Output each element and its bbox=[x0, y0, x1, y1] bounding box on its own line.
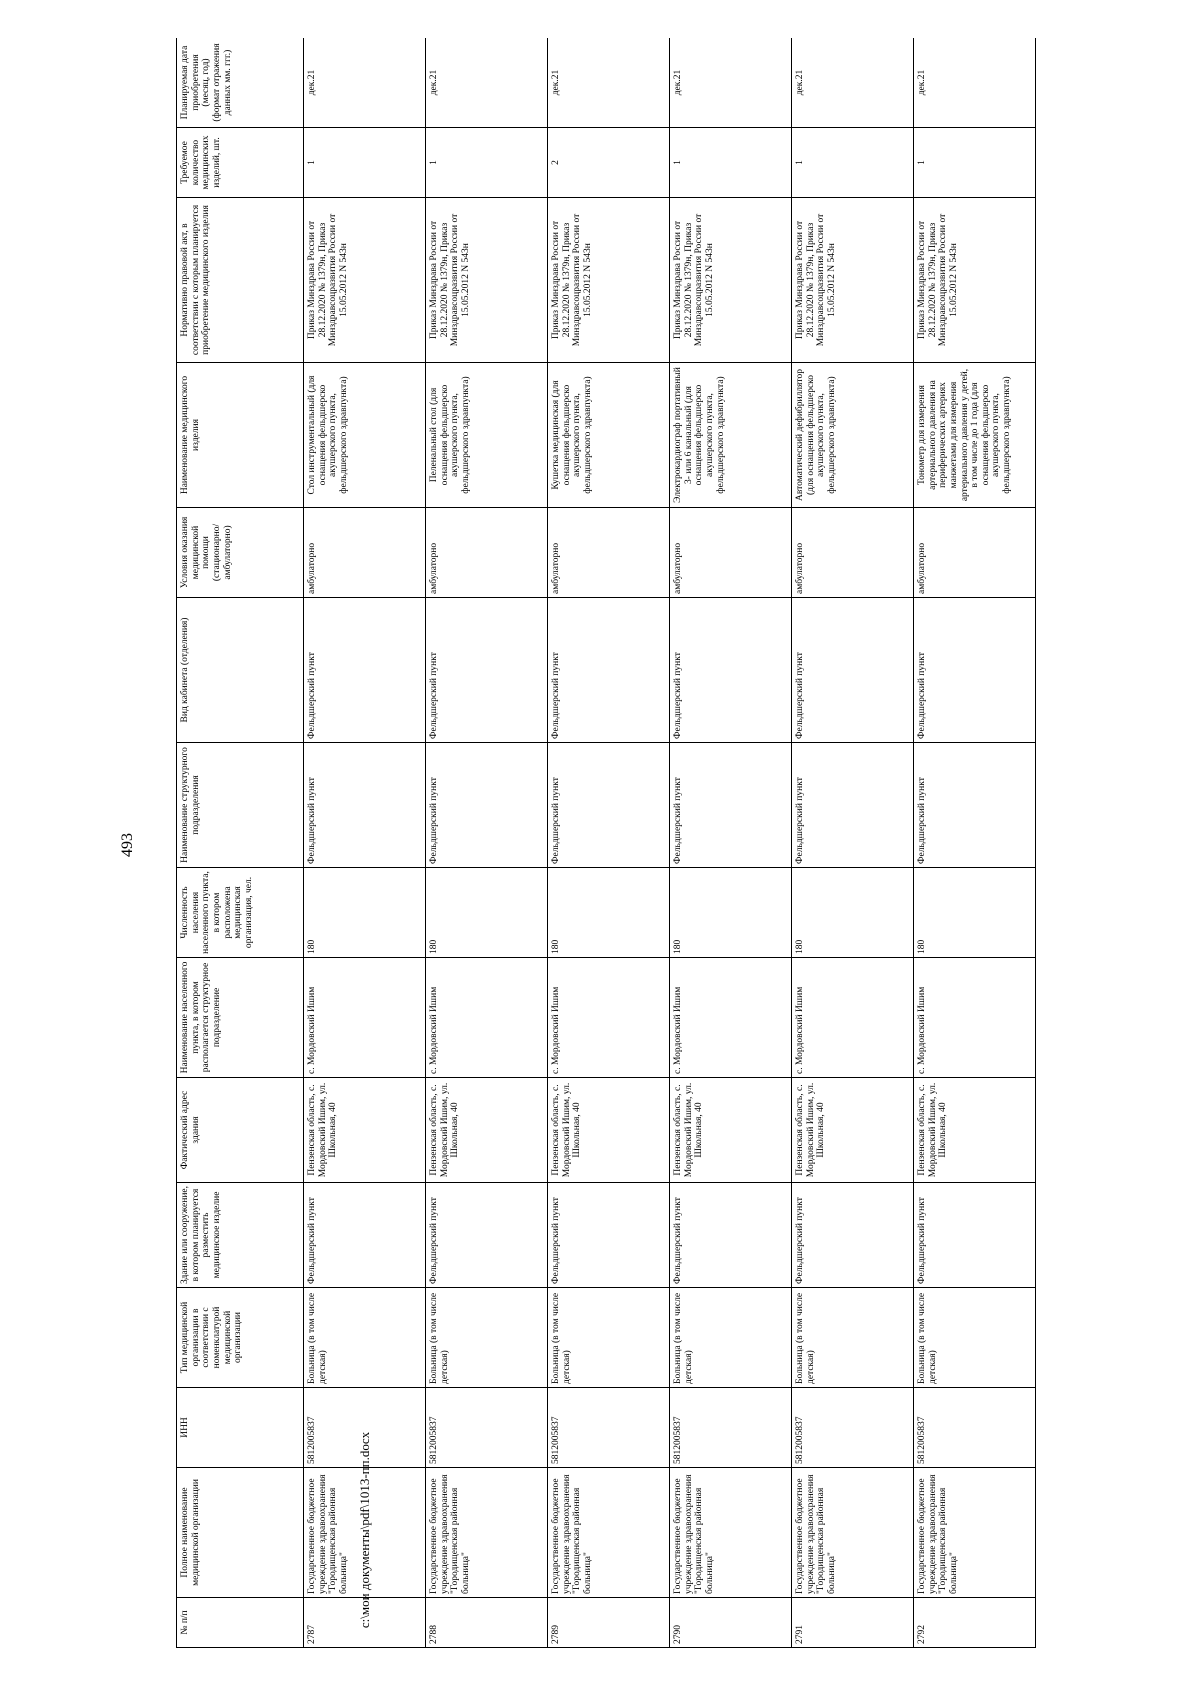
population-cell: 180 bbox=[304, 868, 426, 958]
table-row bbox=[914, 38, 1036, 1648]
legal-act-cell: Приказ Минздрава России от 28.12.2020 № 1379н, Приказ Минздравсоцразвития России от 15.05.2012 N 543н bbox=[914, 198, 1036, 363]
device-cell: Тонометр для измерения артериального давления на периферических артериях манжетами для измерения артериального давления у детей, в том числе до 1 года (для оснащения фельдшерско акушерского пункта, фельдшерского здравпункта) bbox=[914, 363, 1036, 508]
building-cell: Фельдшерский пункт bbox=[548, 1183, 670, 1288]
page-number: 493 bbox=[119, 833, 136, 857]
legal-act-cell: Приказ Минздрава России от 28.12.2020 № 1379н, Приказ Минздравсоцразвития России от 15.05.2012 N 543н bbox=[548, 198, 670, 363]
header-cell: ИНН bbox=[177, 1388, 304, 1468]
population-cell: 180 bbox=[670, 868, 792, 958]
inn-cell: 5812005837 bbox=[304, 1388, 426, 1468]
header-cell: № п/п bbox=[177, 1598, 304, 1648]
settlement-cell: с. Мордовский Ишим bbox=[792, 958, 914, 1078]
row-number-cell: 2790 bbox=[670, 1598, 792, 1648]
settlement-cell: с. Мордовский Ишим bbox=[914, 958, 1036, 1078]
inn-cell: 5812005837 bbox=[548, 1388, 670, 1468]
device-cell: Автоматический дефибриллятор (для оснащения фельдшерско акушерского пункта, фельдшерского здравпункта) bbox=[792, 363, 914, 508]
inn-cell: 5812005837 bbox=[792, 1388, 914, 1468]
date-cell: дек.21 bbox=[792, 38, 914, 128]
organization-cell: Государственное бюджетное учреждение здравоохранения "Городищенская районная больница" bbox=[914, 1468, 1036, 1598]
date-cell: дек.21 bbox=[914, 38, 1036, 128]
population-cell: 180 bbox=[426, 868, 548, 958]
cabinet-cell: Фельдшерский пункт bbox=[426, 598, 548, 743]
legal-act-cell: Приказ Минздрава России от 28.12.2020 № 1379н, Приказ Минздравсоцразвития России от 15.05.2012 N 543н bbox=[792, 198, 914, 363]
row-number-cell: 2787 bbox=[304, 1598, 426, 1648]
inn-cell: 5812005837 bbox=[426, 1388, 548, 1468]
table-row bbox=[426, 38, 548, 1648]
cabinet-cell: Фельдшерский пункт bbox=[914, 598, 1036, 743]
header-cell: Требуемое количество медицинских изделий, шт. bbox=[177, 128, 304, 198]
legal-act-cell: Приказ Минздрава России от 28.12.2020 № 1379н, Приказ Минздравсоцразвития России от 15.05.2012 N 543н bbox=[304, 198, 426, 363]
inn-cell: 5812005837 bbox=[914, 1388, 1036, 1468]
table-row bbox=[548, 38, 670, 1648]
unit-cell: Фельдшерский пункт bbox=[548, 743, 670, 868]
device-cell: Кушетка медицинская (для оснащения фельдшерско акушерского пункта, фельдшерского здравпункта) bbox=[548, 363, 670, 508]
cabinet-cell: Фельдшерский пункт bbox=[304, 598, 426, 743]
address-cell: Пензенская область, с. Мордовский Ишим, ул. Школьная, 40 bbox=[548, 1078, 670, 1183]
address-cell: Пензенская область, с. Мордовский Ишим, ул. Школьная, 40 bbox=[304, 1078, 426, 1183]
conditions-cell: амбулаторно bbox=[426, 508, 548, 598]
header-cell: Наименование населенного пункта, в котором располагается структурное подразделение bbox=[177, 958, 304, 1078]
organization-cell: Государственное бюджетное учреждение здравоохранения "Городищенская районная больница" bbox=[670, 1468, 792, 1598]
header-cell: Планируемая дата приобретения (месяц, год) (формат отражения данных мм. ггг.) bbox=[177, 38, 304, 128]
header-cell: Здание или сооружение, в котором планируется разместить медицинское изделие bbox=[177, 1183, 304, 1288]
building-cell: Фельдшерский пункт bbox=[670, 1183, 792, 1288]
settlement-cell: с. Мордовский Ишим bbox=[670, 958, 792, 1078]
org-type-cell: Больница (в том числе детская) bbox=[426, 1288, 548, 1388]
conditions-cell: амбулаторно bbox=[670, 508, 792, 598]
date-cell: дек.21 bbox=[670, 38, 792, 128]
building-cell: Фельдшерский пункт bbox=[304, 1183, 426, 1288]
inn-cell: 5812005837 bbox=[670, 1388, 792, 1468]
unit-cell: Фельдшерский пункт bbox=[914, 743, 1036, 868]
conditions-cell: амбулаторно bbox=[914, 508, 1036, 598]
quantity-cell: 1 bbox=[792, 128, 914, 198]
header-cell: Нормативно правовой акт, в соответствии с которым планируется приобретение медицинского изделия bbox=[177, 198, 304, 363]
building-cell: Фельдшерский пункт bbox=[426, 1183, 548, 1288]
organization-cell: Государственное бюджетное учреждение здравоохранения "Городищенская районная больница" bbox=[548, 1468, 670, 1598]
equipment-table bbox=[176, 38, 1036, 1648]
conditions-cell: амбулаторно bbox=[548, 508, 670, 598]
org-type-cell: Больница (в том числе детская) bbox=[792, 1288, 914, 1388]
date-cell: дек.21 bbox=[426, 38, 548, 128]
org-type-cell: Больница (в том числе детская) bbox=[914, 1288, 1036, 1388]
quantity-cell: 1 bbox=[426, 128, 548, 198]
address-cell: Пензенская область, с. Мордовский Ишим, ул. Школьная, 40 bbox=[792, 1078, 914, 1183]
cabinet-cell: Фельдшерский пункт bbox=[670, 598, 792, 743]
settlement-cell: с. Мордовский Ишим bbox=[548, 958, 670, 1078]
conditions-cell: амбулаторно bbox=[304, 508, 426, 598]
table-row bbox=[304, 38, 426, 1648]
header-cell: Численность населения населенного пункта, в котором расположена медицинская организация, чел. bbox=[177, 868, 304, 958]
organization-cell: Государственное бюджетное учреждение здравоохранения "Городищенская районная больница" bbox=[792, 1468, 914, 1598]
population-cell: 180 bbox=[914, 868, 1036, 958]
header-row bbox=[177, 38, 304, 1648]
header-cell: Наименование структурного подразделения bbox=[177, 743, 304, 868]
cabinet-cell: Фельдшерский пункт bbox=[548, 598, 670, 743]
cabinet-cell: Фельдшерский пункт bbox=[792, 598, 914, 743]
legal-act-cell: Приказ Минздрава России от 28.12.2020 № 1379н, Приказ Минздравсоцразвития России от 15.05.2012 N 543н bbox=[426, 198, 548, 363]
building-cell: Фельдшерский пункт bbox=[792, 1183, 914, 1288]
population-cell: 180 bbox=[792, 868, 914, 958]
settlement-cell: с. Мордовский Ишим bbox=[304, 958, 426, 1078]
table-row bbox=[670, 38, 792, 1648]
date-cell: дек.21 bbox=[304, 38, 426, 128]
row-number-cell: 2792 bbox=[914, 1598, 1036, 1648]
header-cell: Наименование медицинского изделия bbox=[177, 363, 304, 508]
unit-cell: Фельдшерский пункт bbox=[670, 743, 792, 868]
date-cell: дек.21 bbox=[548, 38, 670, 128]
population-cell: 180 bbox=[548, 868, 670, 958]
quantity-cell: 2 bbox=[548, 128, 670, 198]
org-type-cell: Больница (в том числе детская) bbox=[304, 1288, 426, 1388]
organization-cell: Государственное бюджетное учреждение здравоохранения "Городищенская районная больница" bbox=[304, 1468, 426, 1598]
address-cell: Пензенская область, с. Мордовский Ишим, ул. Школьная, 40 bbox=[914, 1078, 1036, 1183]
device-cell: Электрокардиограф портативный 3- или 6 канальный (для оснащения фельдшерско акушерского пункта, фельдшерского здравпункта) bbox=[670, 363, 792, 508]
legal-act-cell: Приказ Минздрава России от 28.12.2020 № 1379н, Приказ Минздравсоцразвития России от 15.05.2012 N 543н bbox=[670, 198, 792, 363]
header-cell: Вид кабинета (отделения) bbox=[177, 598, 304, 743]
header-cell: Фактический адрес здания bbox=[177, 1078, 304, 1183]
row-number-cell: 2788 bbox=[426, 1598, 548, 1648]
device-cell: Стол инструментальный (для оснащения фельдшерско акушерского пункта, фельдшерского здравпункта) bbox=[304, 363, 426, 508]
unit-cell: Фельдшерский пункт bbox=[426, 743, 548, 868]
address-cell: Пензенская область, с. Мордовский Ишим, ул. Школьная, 40 bbox=[670, 1078, 792, 1183]
row-number-cell: 2791 bbox=[792, 1598, 914, 1648]
org-type-cell: Больница (в том числе детская) bbox=[548, 1288, 670, 1388]
unit-cell: Фельдшерский пункт bbox=[792, 743, 914, 868]
device-cell: Пеленальный стол (для оснащения фельдшерско акушерского пункта, фельдшерского здравпункта) bbox=[426, 363, 548, 508]
org-type-cell: Больница (в том числе детская) bbox=[670, 1288, 792, 1388]
quantity-cell: 1 bbox=[304, 128, 426, 198]
settlement-cell: с. Мордовский Ишим bbox=[426, 958, 548, 1078]
organization-cell: Государственное бюджетное учреждение здравоохранения "Городищенская районная больница" bbox=[426, 1468, 548, 1598]
row-number-cell: 2789 bbox=[548, 1598, 670, 1648]
quantity-cell: 1 bbox=[914, 128, 1036, 198]
header-cell: Тип медицинской организации в соответствии с номенклатурой медицинской организации bbox=[177, 1288, 304, 1388]
quantity-cell: 1 bbox=[670, 128, 792, 198]
table-container bbox=[176, 38, 1036, 1648]
header-cell: Полное наименование медицинской организации bbox=[177, 1468, 304, 1598]
table-row bbox=[792, 38, 914, 1648]
unit-cell: Фельдшерский пункт bbox=[304, 743, 426, 868]
address-cell: Пензенская область, с. Мордовский Ишим, ул. Школьная, 40 bbox=[426, 1078, 548, 1183]
header-cell: Условия оказания медицинской помощи (стационарно/ амбулаторно) bbox=[177, 508, 304, 598]
building-cell: Фельдшерский пункт bbox=[914, 1183, 1036, 1288]
footer-file-path: c:\мои документы\pdf\1013-пп.docx bbox=[357, 1431, 372, 1629]
conditions-cell: амбулаторно bbox=[792, 508, 914, 598]
